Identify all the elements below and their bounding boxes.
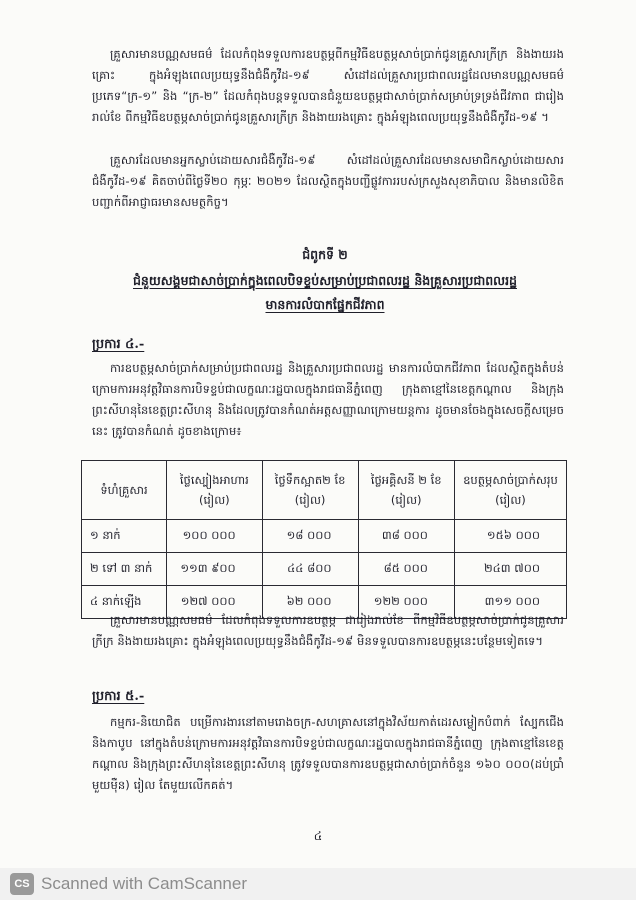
cell-water-cost: ៦២ ០០០ xyxy=(262,586,358,619)
paragraph-covid-death-households: គ្រួសារដែលមានអ្នកស្លាប់ដោយសារជំងឺកូវីដ-១៩ សំដៅដល់គ្រួសារដែលមានសមាជិកស្លាប់ដោយសារជំងឺកូវីដ-១៩ គិតចាប់ពីថ្ងៃទី២០ កុម្ភៈ ២០២១ ដែលស្ថិតក្នុងបញ្ជីផ្លូវការរបស់ក្រសួងសុខាភិបាល និងមានលិខិតបញ្ជាក់ពីអាជ្ញាធរមានសមត្ថកិច្ច។ xyxy=(92,153,564,209)
chapter-heading: ជំពូកទី ២ xyxy=(302,247,348,262)
cell-total-support: ៣១១ ០០០ xyxy=(454,586,566,619)
paragraph-article-4: ការឧបត្ថម្ភសាច់ប្រាក់សម្រាប់ប្រជាពលរដ្ឋ និងគ្រួសារប្រជាពលរដ្ឋ មានការលំបាកជីវភាព ដែលស្ថិតក្នុងតំបន់ក្រោមការអនុវត្តវិធានការបិទខ្ទប់ជាលក្ខណៈរដ្ឋបាលក្នុងរាជធានីភ្នំពេញ ក្រុងតាខ្មៅនៃខេត្តកណ្ដាល និងក្រុងព្រះសីហនុនៃខេត្តព្រះសីហនុ និងដែលត្រូវបានកំណត់អត្តសញ្ញាណក្រោមយន្តការ ដូចមានចែងក្នុងសេចក្ដីសម្រេចនេះ ត្រូវបានកំណត់ ដូចខាងក្រោម៖ xyxy=(92,361,564,438)
paragraph-equity-card-households: គ្រួសារមានបណ្ណសមធម៌ ដែលកំពុងទទួលការឧបត្ថម្ភពីកម្មវិធីឧបត្ថម្ភសាច់ប្រាក់ជូនគ្រួសារក្រីក្រ និងងាយរងគ្រោះ ក្នុងអំឡុងពេលប្រយុទ្ធនឹងជំងឺកូវីដ-១៩ សំដៅដល់គ្រួសារប្រជាពលរដ្ឋដែលមានបណ្ណសមធម៌ប្រភេទ“ក្រ-១” និង “ក្រ-២” ដែលកំពុងបន្តទទួលបានជំនួយឧបត្ថម្ភជាសាច់ប្រាក់សម្រាប់ទ្រទ្រង់ជីវភាព ជារៀងរាល់ខែ ពីកម្មវិធីឧបត្ថម្ភសាច់ប្រាក់ជូនគ្រួសារក្រីក្រ និងងាយរងគ្រោះ ក្នុងអំឡុងពេលប្រយុទ្ធនឹងជំងឺកូវីដ-១៩ ។ xyxy=(92,47,564,124)
table-row xyxy=(82,520,567,553)
cell-family-size: ៤ នាក់ឡើង xyxy=(82,586,167,619)
cell-electricity-cost: ៣៨ ០០០ xyxy=(358,520,454,553)
camscanner-watermark xyxy=(0,868,636,900)
cell-electricity-cost: ៨៥ ០០០ xyxy=(358,553,454,586)
paragraph-article-5: កម្មករ-និយោជិត បម្រើការងារនៅតាមរោងចក្រ-សហគ្រាសនៅក្នុងវិស័យកាត់ដេរសម្លៀកបំពាក់ ស្បែកជើង និងកាបូប នៅក្នុងតំបន់ក្រោមការអនុវត្តវិធានការបិទខ្ទប់ជាលក្ខណៈរដ្ឋបាលក្នុងរាជធានីភ្នំពេញ ក្រុងតាខ្មៅនៃខេត្តកណ្ដាល និងក្រុងព្រះសីហនុនៃខេត្តព្រះសីហនុ ត្រូវទទួលបានការឧបត្ថម្ភជាសាច់ប្រាក់ចំនួន ១៦០ ០០០(ដប់ប្រាំមួយម៉ឺន) រៀល តែមួយលើកគត់។ xyxy=(92,715,564,792)
header-water-cost: ថ្លៃទឹកស្អាត២ ខែ (រៀល) xyxy=(262,461,358,520)
header-total-support: ឧបត្ថម្ភសាច់ប្រាក់សរុប (រៀល) xyxy=(454,461,566,520)
article-4-heading: ប្រការ ៤.- xyxy=(92,337,145,352)
table-header-row xyxy=(82,461,567,520)
article-5-heading: ប្រការ ៥.- xyxy=(92,689,145,704)
cell-total-support: ១៥៦ ០០០ xyxy=(454,520,566,553)
cell-electricity-cost: ១២២ ០០០ xyxy=(358,586,454,619)
camscanner-text: Scanned with CamScanner xyxy=(41,874,248,893)
cell-water-cost: ៤៤ ៨០០ xyxy=(262,553,358,586)
cell-water-cost: ១៨ ០០០ xyxy=(262,520,358,553)
table-row xyxy=(82,553,567,586)
header-family-size: ទំហំគ្រួសារ xyxy=(82,461,167,520)
cell-food-cost: ១១៣ ៩០០ xyxy=(167,553,263,586)
benefit-table xyxy=(81,460,567,619)
header-food-cost: ថ្លៃស្បៀងអាហារ (រៀល) xyxy=(167,461,263,520)
header-electricity-cost: ថ្លៃអគ្គិសនី ២ ខែ (រៀល) xyxy=(358,461,454,520)
cell-family-size: ២ ទៅ ៣ នាក់ xyxy=(82,553,167,586)
page-number: ៤ xyxy=(313,829,323,843)
cell-family-size: ១ នាក់ xyxy=(82,520,167,553)
paragraph-no-double-support: គ្រួសារមានបណ្ណសមធម៌ ដែលកំពុងទទួលការឧបត្ថម្ភ ជារៀងរាល់ខែ ពីកម្មវិធីឧបត្ថម្ភសាច់ប្រាក់ជូនគ្រួសារក្រីក្រ និងងាយរងគ្រោះ ក្នុងអំឡុងពេលប្រយុទ្ធនឹងជំងឺកូវីដ-១៩ មិនទទួលបានការឧបត្ថម្ភនេះបន្ថែមទៀតទេ។ xyxy=(92,613,564,648)
cell-total-support: ២៤៣ ៧០០ xyxy=(454,553,566,586)
cell-food-cost: ១០០ ០០០ xyxy=(167,520,263,553)
chapter-title-line-2: មានការលំបាកផ្នែកជីវភាព xyxy=(265,297,385,312)
camscanner-logo-icon: CS xyxy=(10,873,34,895)
chapter-title-line-1: ជំនួយសង្គមជាសាច់ប្រាក់ក្នុងពេលបិទខ្ទប់សម្រាប់ប្រជាពលរដ្ឋ និងគ្រួសារប្រជាពលរដ្ឋ xyxy=(133,273,517,288)
cell-food-cost: ១២៧ ០០០ xyxy=(167,586,263,619)
